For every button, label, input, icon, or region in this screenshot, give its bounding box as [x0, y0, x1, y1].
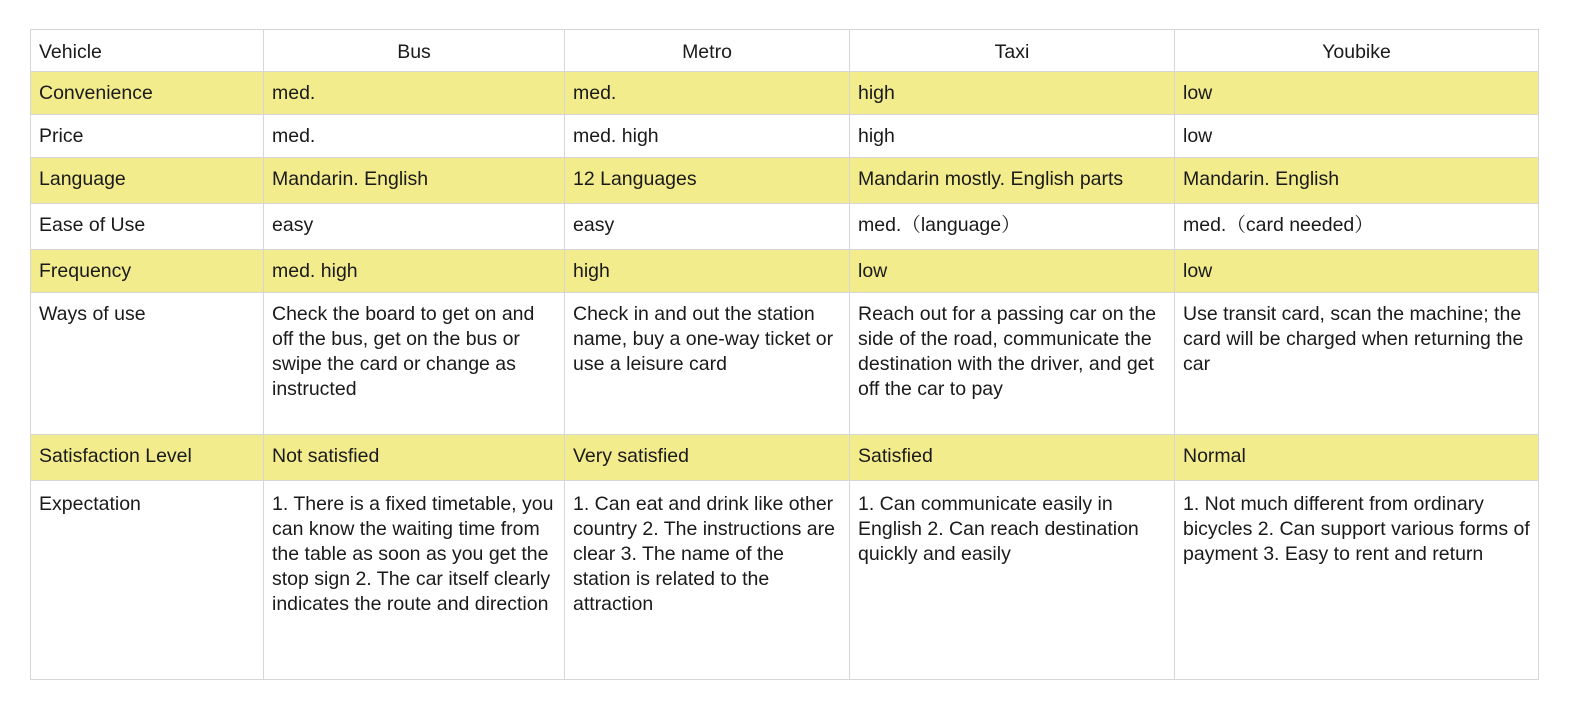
table-cell[interactable]: med. [264, 115, 565, 158]
table-cell[interactable]: high [850, 72, 1175, 115]
row-label-cell[interactable]: Convenience [31, 72, 264, 115]
header-cell-metro[interactable]: Metro [565, 30, 850, 72]
table-cell[interactable]: 1. Can communicate easily in English 2. Can reach destination quickly and easily [850, 481, 1175, 680]
table-cell[interactable]: Mandarin mostly. English parts [850, 158, 1175, 204]
table-cell[interactable]: med. [565, 72, 850, 115]
table-cell[interactable]: high [850, 115, 1175, 158]
row-language [31, 158, 1539, 204]
table-cell[interactable]: easy [565, 204, 850, 250]
table-cell[interactable]: med. [264, 72, 565, 115]
row-ways-of-use [31, 293, 1539, 435]
row-label-cell[interactable]: Price [31, 115, 264, 158]
row-convenience [31, 72, 1539, 115]
row-label-cell[interactable]: Ways of use [31, 293, 264, 435]
row-label-cell[interactable]: Language [31, 158, 264, 204]
row-ease-of-use [31, 204, 1539, 250]
header-row [31, 30, 1539, 72]
row-expectation [31, 481, 1539, 680]
comparison-sheet [30, 29, 1538, 680]
table-cell[interactable]: high [565, 250, 850, 293]
table-cell[interactable]: med. high [565, 115, 850, 158]
table-cell[interactable]: 12 Languages [565, 158, 850, 204]
table-cell[interactable]: low [1175, 250, 1539, 293]
table-cell[interactable]: med. high [264, 250, 565, 293]
table-cell[interactable]: low [850, 250, 1175, 293]
header-cell-bus[interactable]: Bus [264, 30, 565, 72]
header-cell-taxi[interactable]: Taxi [850, 30, 1175, 72]
table-cell[interactable]: low [1175, 115, 1539, 158]
table-cell[interactable]: Normal [1175, 435, 1539, 481]
row-label-cell[interactable]: Frequency [31, 250, 264, 293]
table-cell[interactable]: Check in and out the station name, buy a one-way ticket or use a leisure card [565, 293, 850, 435]
table-cell[interactable]: Not satisfied [264, 435, 565, 481]
table-cell[interactable]: 1. Can eat and drink like other country 2. The instructions are clear 3. The name of the station is related to the attraction [565, 481, 850, 680]
row-label-cell[interactable]: Expectation [31, 481, 264, 680]
table-cell[interactable]: Very satisfied [565, 435, 850, 481]
table-cell[interactable]: low [1175, 72, 1539, 115]
row-price [31, 115, 1539, 158]
header-cell-vehicle[interactable]: Vehicle [31, 30, 264, 72]
row-label-cell[interactable]: Ease of Use [31, 204, 264, 250]
table-cell[interactable]: Reach out for a passing car on the side of the road, communicate the destination with the driver, and get off the car to pay [850, 293, 1175, 435]
table-cell[interactable]: easy [264, 204, 565, 250]
header-cell-youbike[interactable]: Youbike [1175, 30, 1539, 72]
row-label-cell[interactable]: Satisfaction Level [31, 435, 264, 481]
table-cell[interactable]: 1. There is a fixed timetable, you can know the waiting time from the table as soon as you get the stop sign 2. The car itself clearly indicates the route and direction [264, 481, 565, 680]
table-cell[interactable]: Check the board to get on and off the bus, get on the bus or swipe the card or change as instructed [264, 293, 565, 435]
table-cell[interactable]: Use transit card, scan the machine; the card will be charged when returning the car [1175, 293, 1539, 435]
table-cell[interactable]: med.（card needed） [1175, 204, 1539, 250]
table-cell[interactable]: Satisfied [850, 435, 1175, 481]
table-cell[interactable]: Mandarin. English [264, 158, 565, 204]
table-cell[interactable]: 1. Not much different from ordinary bicycles 2. Can support various forms of payment 3. Easy to rent and return [1175, 481, 1539, 680]
row-frequency [31, 250, 1539, 293]
table-cell[interactable]: med.（language） [850, 204, 1175, 250]
row-satisfaction-level [31, 435, 1539, 481]
vehicle-comparison-table [30, 29, 1539, 680]
table-cell[interactable]: Mandarin. English [1175, 158, 1539, 204]
